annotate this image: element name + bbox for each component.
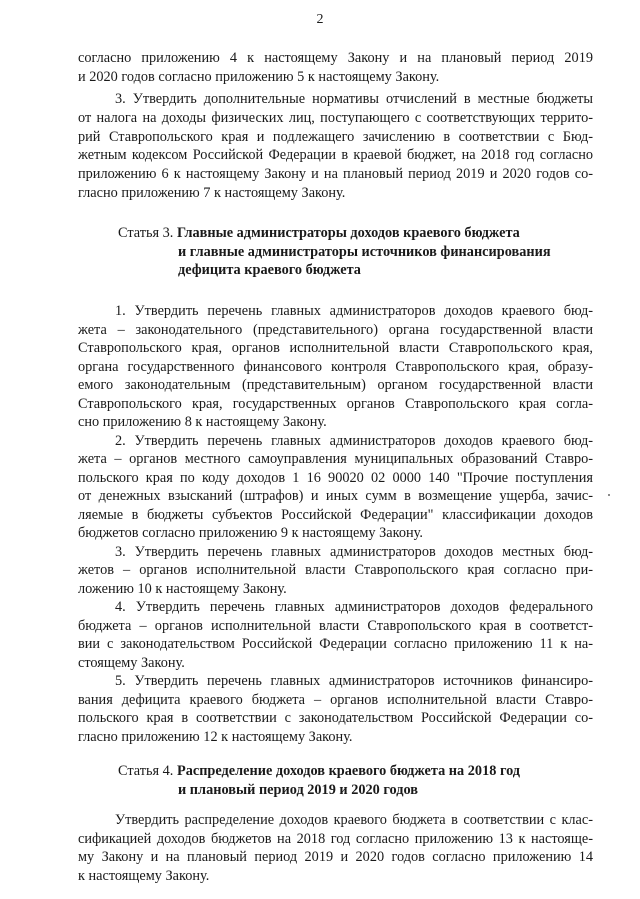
text-line: к настоящему Закону. <box>78 868 210 884</box>
text-line: Ставропольского края, государственных органов Ставропольского края согла- <box>78 396 593 412</box>
text-line: 2. Утвердить перечень главных администраторов доходов краевого бюд- <box>115 433 593 449</box>
text-line: бюджета – органов исполнительной власти Ставропольского края в соответст- <box>78 618 593 634</box>
text-line: органа государственного финансового контроля Ставропольского края, образу- <box>78 359 593 375</box>
text-line: сно приложению 8 к настоящему Закону. <box>78 414 327 430</box>
article-4-title-line <box>178 782 418 799</box>
article-3-heading <box>118 225 520 242</box>
text-line: польского края в соответствии с законодательством Российской Федерации со- <box>78 710 593 726</box>
text-line: бюджетов согласно приложению 9 к настоящему Закону. <box>78 525 423 541</box>
article-3-title: Главные администраторы доходов краевого бюджета <box>176 225 520 241</box>
text-line: жетов – органов исполнительной власти Ставропольского края согласно при- <box>78 562 593 578</box>
text-line: 3. Утвердить дополнительные нормативы отчислений в местные бюджеты <box>115 91 593 107</box>
article-3-title-part: дефицита краевого бюджета <box>178 262 361 278</box>
text-line: согласно приложению 4 к настоящему Закону и на плановый период 2019 <box>78 50 593 66</box>
text-line: польского края по коду доходов 1 16 90020 02 0000 140 "Прочие поступления <box>78 470 593 486</box>
text-line: Утвердить распределение доходов краевого бюджета в соответствии с клас- <box>115 812 593 828</box>
text-line: ложению 10 к настоящему Закону. <box>78 581 287 597</box>
text-line: от налога на доходы физических лиц, поступающего с соответствующих террито- <box>78 110 593 126</box>
text-line: приложению 6 к настоящему Закону и на плановый период 2019 и 2020 годов со- <box>78 166 593 182</box>
text-line: рий Ставропольского края и подлежащего зачислению в соответствии с Бюд- <box>78 129 593 145</box>
text-line: стоящему Закону. <box>78 655 185 671</box>
article-4-prefix: Статья 4. <box>118 763 177 779</box>
text-line: жетным кодексом Российской Федерации в краевой бюджет, на 2018 год согласно <box>78 147 593 163</box>
article-3-title-part: и главные администраторы источников финансирования <box>178 244 551 260</box>
text-line: и 2020 годов согласно приложению 5 к настоящему Закону. <box>78 69 440 85</box>
text-line: вии с законодательством Российской Федерации согласно приложению 11 к на- <box>78 636 593 652</box>
text-line: 1. Утвердить перечень главных администраторов доходов краевого бюд- <box>115 303 593 319</box>
text-line: Ставропольского края, органов исполнительной власти Ставропольского края, <box>78 340 593 356</box>
text-line: сификацией доходов бюджетов на 2018 год согласно приложению 13 к настояще- <box>78 831 593 847</box>
text-line: гласно приложению 7 к настоящему Закону. <box>78 185 346 201</box>
text-line: жета – законодательного (представительного) органа государственной власти <box>78 322 593 338</box>
article-3-prefix: Статья 3. <box>118 225 177 241</box>
text-line: гласно приложению 12 к настоящему Закону. <box>78 729 353 745</box>
text-line: 5. Утвердить перечень главных администраторов источников финансиро- <box>115 673 593 689</box>
text-line: жета – органов местного самоуправления муниципальных образований Ставро- <box>78 451 593 467</box>
article-4-title-part: и плановый период 2019 и 2020 годов <box>178 782 419 798</box>
article-4-heading <box>118 763 520 780</box>
scan-speck <box>608 494 610 496</box>
text-line: вания дефицита краевого бюджета – органов исполнительной власти Ставро- <box>78 692 593 708</box>
text-line: емого законодательным (представительным) органом государственной власти <box>78 377 593 393</box>
page-number: 2 <box>316 12 324 27</box>
article-4-title: Распределение доходов краевого бюджета на 2018 год <box>176 763 521 779</box>
text-line: 4. Утвердить перечень главных администраторов доходов федерального <box>115 599 593 615</box>
text-line: ляемые в бюджеты субъектов Российской Федерации" классификации доходов <box>78 507 593 523</box>
article-3-title-line <box>178 244 551 261</box>
text-line: от денежных взысканий (штрафов) и иных сумм в возмещение ущерба, зачис- <box>78 488 593 504</box>
article-3-title-line <box>178 262 361 279</box>
text-line: 3. Утвердить перечень главных администраторов доходов местных бюд- <box>115 544 593 560</box>
text-line: му Закону и на плановый период 2019 и 2020 годов согласно приложению 14 <box>78 849 593 865</box>
